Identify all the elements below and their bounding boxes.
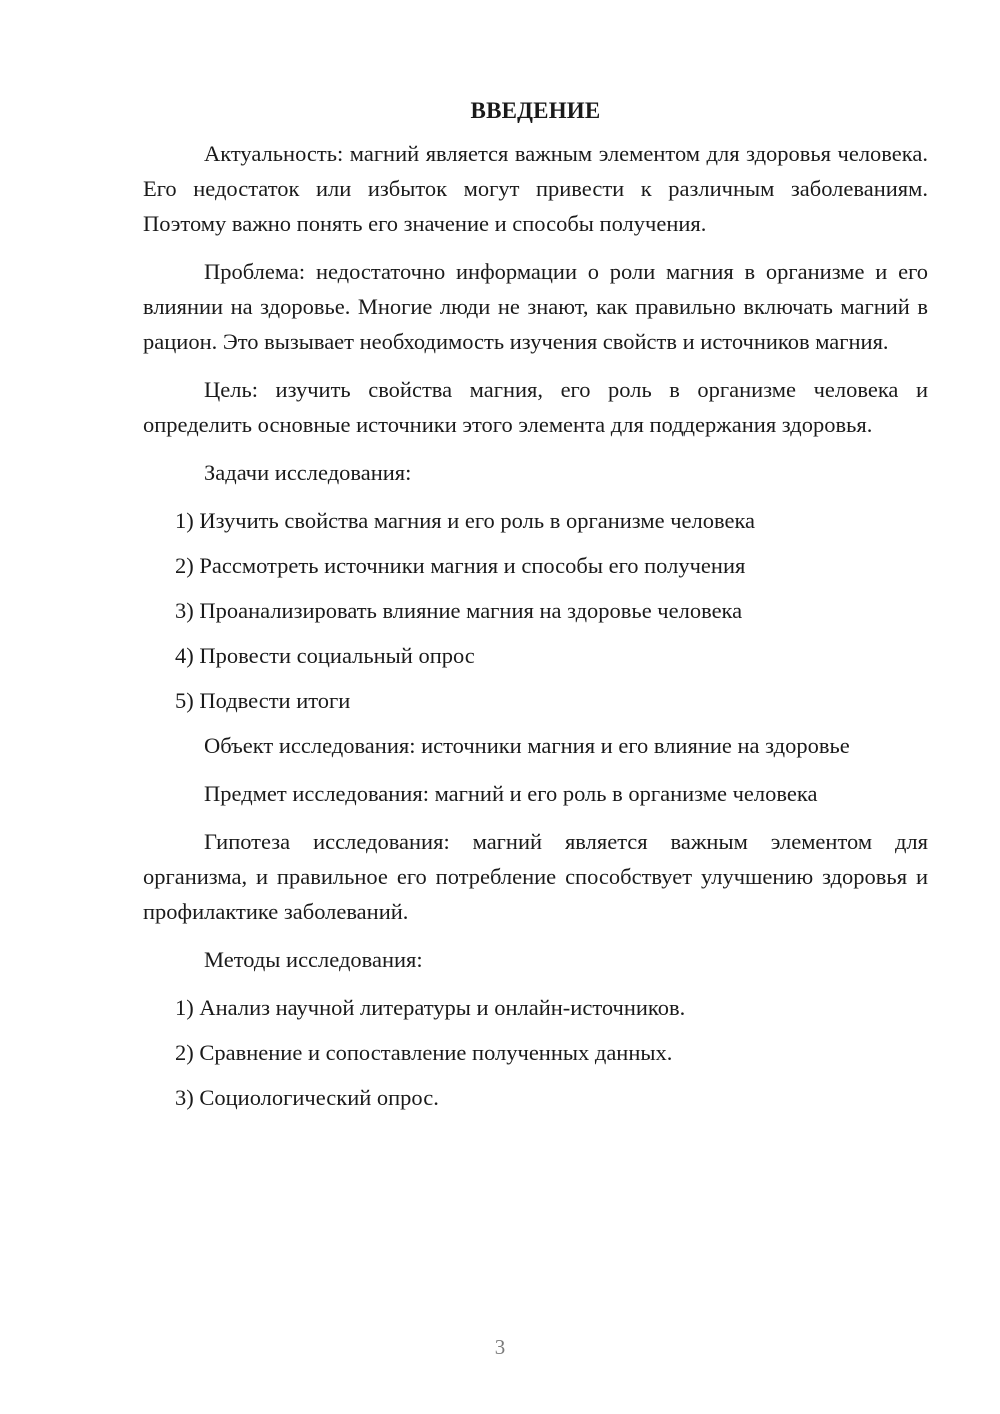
- section-title: ВВЕДЕНИЕ: [470, 98, 601, 123]
- list-item: 4) Провести социальный опрос: [175, 643, 475, 668]
- document-page: [143, 95, 928, 1115]
- subject-paragraph: Предмет исследования: магний и его роль в организме человека: [204, 781, 818, 806]
- list-item: 3) Социологический опрос.: [175, 1085, 439, 1110]
- goal-paragraph: Цель: изучить свойства магния, его роль в организме человека и определить основные источники этого элемента для поддержания здоровья.: [143, 377, 928, 437]
- page-number: 3: [494, 1335, 506, 1359]
- list-item: 1) Изучить свойства магния и его роль в организме человека: [175, 508, 756, 533]
- tasks-heading: Задачи исследования:: [204, 460, 412, 485]
- tasks-list: [143, 503, 928, 718]
- relevance-paragraph: Актуальность: магний является важным элементом для здоровья человека. Его недостаток или избыток могут привести к различным заболеваниям. Поэтому важно понять его значение и способы получения.: [143, 141, 928, 236]
- list-item: 1) Анализ научной литературы и онлайн-источников.: [175, 995, 686, 1020]
- methods-list: [143, 990, 928, 1115]
- list-item: 2) Рассмотреть источники магния и способы его получения: [175, 553, 746, 578]
- problem-paragraph: Проблема: недостаточно информации о роли магния в организме и его влиянии на здоровье. Многие люди не знают, как правильно включать магний в рацион. Это вызывает необходимость изучения свойств и источников магния.: [143, 259, 928, 354]
- object-paragraph: Объект исследования: источники магния и его влияние на здоровье: [204, 733, 850, 758]
- list-item: 2) Сравнение и сопоставление полученных данных.: [175, 1040, 673, 1065]
- methods-heading: Методы исследования:: [204, 947, 423, 972]
- hypothesis-paragraph: Гипотеза исследования: магний является важным элементом для организма, и правильное его потребление способствует улучшению здоровья и профилактике заболеваний.: [143, 829, 928, 924]
- list-item: 5) Подвести итоги: [175, 688, 351, 713]
- list-item: 3) Проанализировать влияние магния на здоровье человека: [175, 598, 743, 623]
